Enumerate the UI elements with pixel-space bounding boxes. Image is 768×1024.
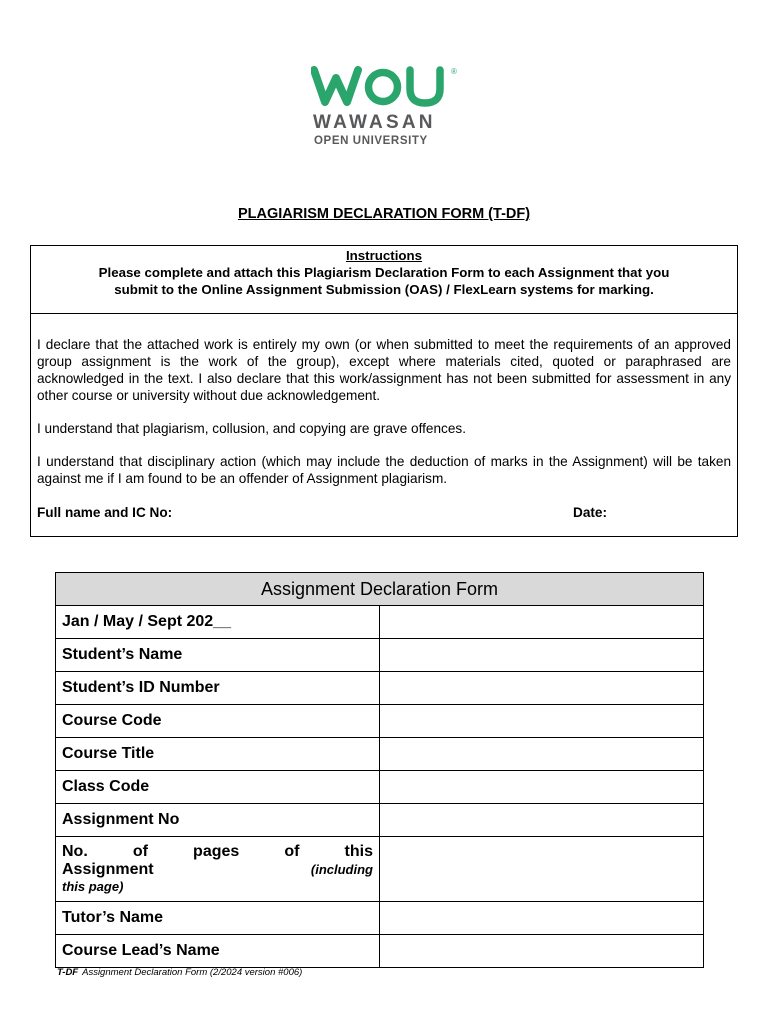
signature-row [37,505,733,520]
table-row [56,804,704,837]
tutor-name-field[interactable] [380,902,704,935]
course-title-field[interactable] [380,738,704,771]
class-code-label: Class Code [56,771,380,804]
assignment-no-field[interactable] [380,804,704,837]
page-footer [57,967,302,978]
wou-logo [311,66,461,148]
table-row [56,837,704,902]
wou-wordmark-logo [311,66,449,108]
tutor-name-label: Tutor’s Name [56,902,380,935]
table-row [56,639,704,672]
page-count-label-line-1: No. of pages of this [62,843,373,860]
course-code-field[interactable] [380,705,704,738]
assignment-form-heading: Assignment Declaration Form [56,573,704,606]
instructions-line-2: submit to the Online Assignment Submission (OAS) / FlexLearn systems for marking. [114,282,654,297]
page-count-label-note: (including [310,862,373,877]
page-count-label-assignment: Assignment [62,861,154,878]
semester-field[interactable] [380,606,704,639]
student-id-label: Student’s ID Number [56,672,380,705]
semester-label: Jan / May / Sept 202__ [56,606,380,639]
course-lead-name-field[interactable] [380,935,704,968]
table-row [56,771,704,804]
logo-university-name: WAWASAN [313,112,436,133]
assignment-no-label: Assignment No [56,804,380,837]
course-lead-name-label: Course Lead’s Name [56,935,380,968]
table-row [56,935,704,968]
assignment-declaration-table [55,572,704,968]
footer-form-code: T-DF [57,967,79,978]
fullname-ic-label: Full name and IC No: [37,505,173,520]
registered-mark: ® [451,67,457,76]
table-row [56,672,704,705]
page-count-label [56,837,380,902]
table-row [56,902,704,935]
declaration-paragraph-3: I understand that disciplinary action (which may include the deduction of marks in the Assignment) will be taken against me if I am found to be an offender of Assignment plagiarism. [37,454,731,486]
page-count-field[interactable] [380,837,704,902]
page-title: PLAGIARISM DECLARATION FORM (T-DF) [237,206,531,222]
student-id-field[interactable] [380,672,704,705]
declaration-body [31,314,737,487]
student-name-field[interactable] [380,639,704,672]
instructions-section [31,246,737,314]
declaration-paragraph-1: I declare that the attached work is entirely my own (or when submitted to meet the requirements of an approved group assignment is the work of the group), except where materials cited, quoted or paraphrased are acknowledged in the text. I also declare that this work/assignment has not been submitted for assessment in any other course or university without due acknowledgement. [37,337,731,403]
date-label: Date: [573,505,607,520]
declaration-box [30,245,738,537]
course-title-label: Course Title [56,738,380,771]
page-count-label-line-3: this page) [62,879,124,894]
instructions-heading: Instructions [345,248,423,263]
page-count-label-line-2 [62,861,373,879]
table-row [56,738,704,771]
footer-form-version: Assignment Declaration Form (2/2024 version #006) [82,967,303,978]
class-code-field[interactable] [380,771,704,804]
table-row [56,705,704,738]
logo-university-subname: OPEN UNIVERSITY [314,135,428,147]
instructions-line-1: Please complete and attach this Plagiarism Declaration Form to each Assignment that you [98,265,670,280]
student-name-label: Student’s Name [56,639,380,672]
declaration-paragraph-2: I understand that plagiarism, collusion, and copying are grave offences. [37,421,466,436]
course-code-label: Course Code [56,705,380,738]
table-row [56,606,704,639]
